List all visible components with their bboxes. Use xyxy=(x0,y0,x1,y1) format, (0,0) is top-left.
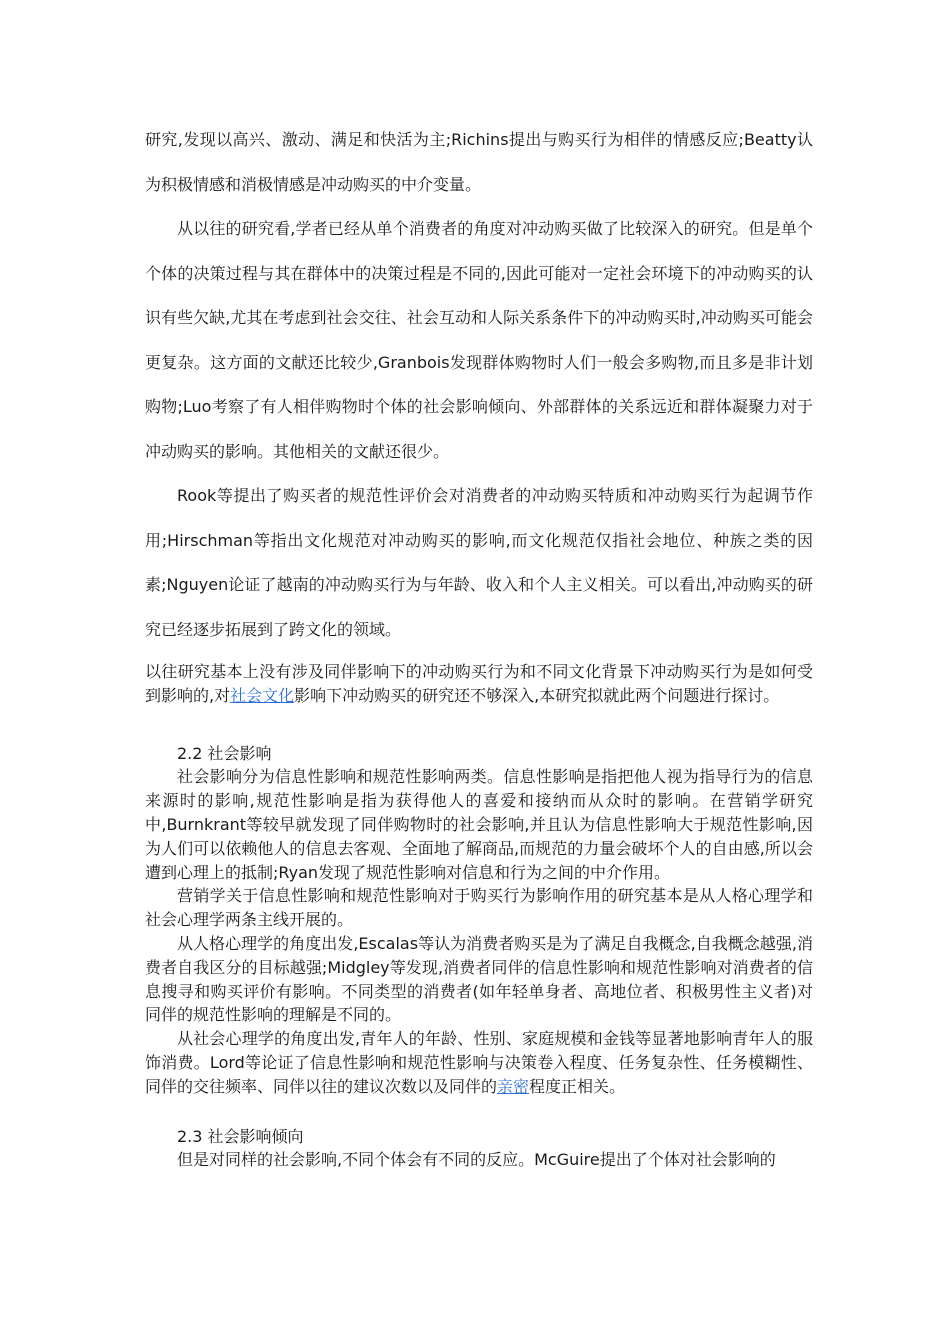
section-heading-2-2: 2.2 社会影响 xyxy=(177,743,272,763)
document-page xyxy=(145,118,813,1172)
intimacy-link[interactable]: 亲密 xyxy=(497,1076,530,1096)
section-heading-2-3: 2.3 社会影响倾向 xyxy=(177,1126,304,1146)
body-section xyxy=(145,660,813,1172)
section-2-2-paragraph-3: 从人格心理学的角度出发,Escalas等认为消费者购买是为了满足自我概念,自我概念越强,消费者自我区分的目标越强;Midgley等发现,消费者同伴的信息性影响和规范性影响对消费者的信息搜寻和购买评价有影响。不同类型的消费者(如年轻单身者、高地位者、积极男性主义者)对同伴的规范性影响的理解是不同的。 xyxy=(145,933,813,1025)
paragraph-1: 研究,发现以高兴、激动、满足和快活为主;Richins提出与购买行为相伴的情感反应;Beatty认为积极情感和消极情感是冲动购买的中介变量。 xyxy=(145,130,813,194)
section-2-2-paragraph-1: 社会影响分为信息性影响和规范性影响两类。信息性影响是指把他人视为指导行为的信息来源时的影响,规范性影响是指为获得他人的喜爱和接纳而从众时的影响。在营销学研究中,Burnkrant等较早就发现了同伴购物时的社会影响,并且认为信息性影响大于规范性影响,因为人们可以依赖他人的信息去客观、全面地了解商品,而规范的力量会破坏个人的自由感,所以会遭到心理上的抵制;Ryan发现了规范性影响对信息和行为之间的中介作用。 xyxy=(145,767,813,882)
summary-paragraph: 以往研究基本上没有涉及同伴影响下的冲动购买行为和不同文化背景下冲动购买行为是如何受到影响的,对社会文化影响下冲动购买的研究还不够深入,本研究拟就此两个问题进行探讨。 xyxy=(145,662,813,705)
section-2-2-paragraph-4: 从社会心理学的角度出发,青年人的年龄、性别、家庭规模和金钱等显著地影响青年人的服饰消费。Lord等论证了信息性影响和规范性影响与决策卷入程度、任务复杂性、任务模糊性、同伴的交往频率、同伴以往的建议次数以及同伴的亲密程度正相关。 xyxy=(145,1029,813,1096)
section-2-2-paragraph-2: 营销学关于信息性影响和规范性影响对于购买行为影响作用的研究基本是从人格心理学和社会心理学两条主线开展的。 xyxy=(145,886,813,930)
social-culture-link[interactable]: 社会文化 xyxy=(230,685,295,705)
intro-section xyxy=(145,118,813,652)
paragraph-3: Rook等提出了购买者的规范性评价会对消费者的冲动购买特质和冲动购买行为起调节作用;Hirschman等指出文化规范对冲动购买的影响,而文化规范仅指社会地位、种族之类的因素;Nguyen论证了越南的冲动购买行为与年龄、收入和个人主义相关。可以看出,冲动购买的研究已经逐步拓展到了跨文化的领域。 xyxy=(145,486,813,639)
paragraph-2: 从以往的研究看,学者已经从单个消费者的角度对冲动购买做了比较深入的研究。但是单个个体的决策过程与其在群体中的决策过程是不同的,因此可能对一定社会环境下的冲动购买的认识有些欠缺,尤其在考虑到社会交往、社会互动和人际关系条件下的冲动购买时,冲动购买可能会更复杂。这方面的文献还比较少,Granbois发现群体购物时人们一般会多购物,而且多是非计划购物;Luo考察了有人相伴购物时个体的社会影响倾向、外部群体的关系远近和群体凝聚力对于冲动购买的影响。其他相关的文献还很少。 xyxy=(145,219,813,461)
section-2-3-paragraph-1: 但是对同样的社会影响,不同个体会有不同的反应。McGuire提出了个体对社会影响的 xyxy=(177,1150,776,1170)
